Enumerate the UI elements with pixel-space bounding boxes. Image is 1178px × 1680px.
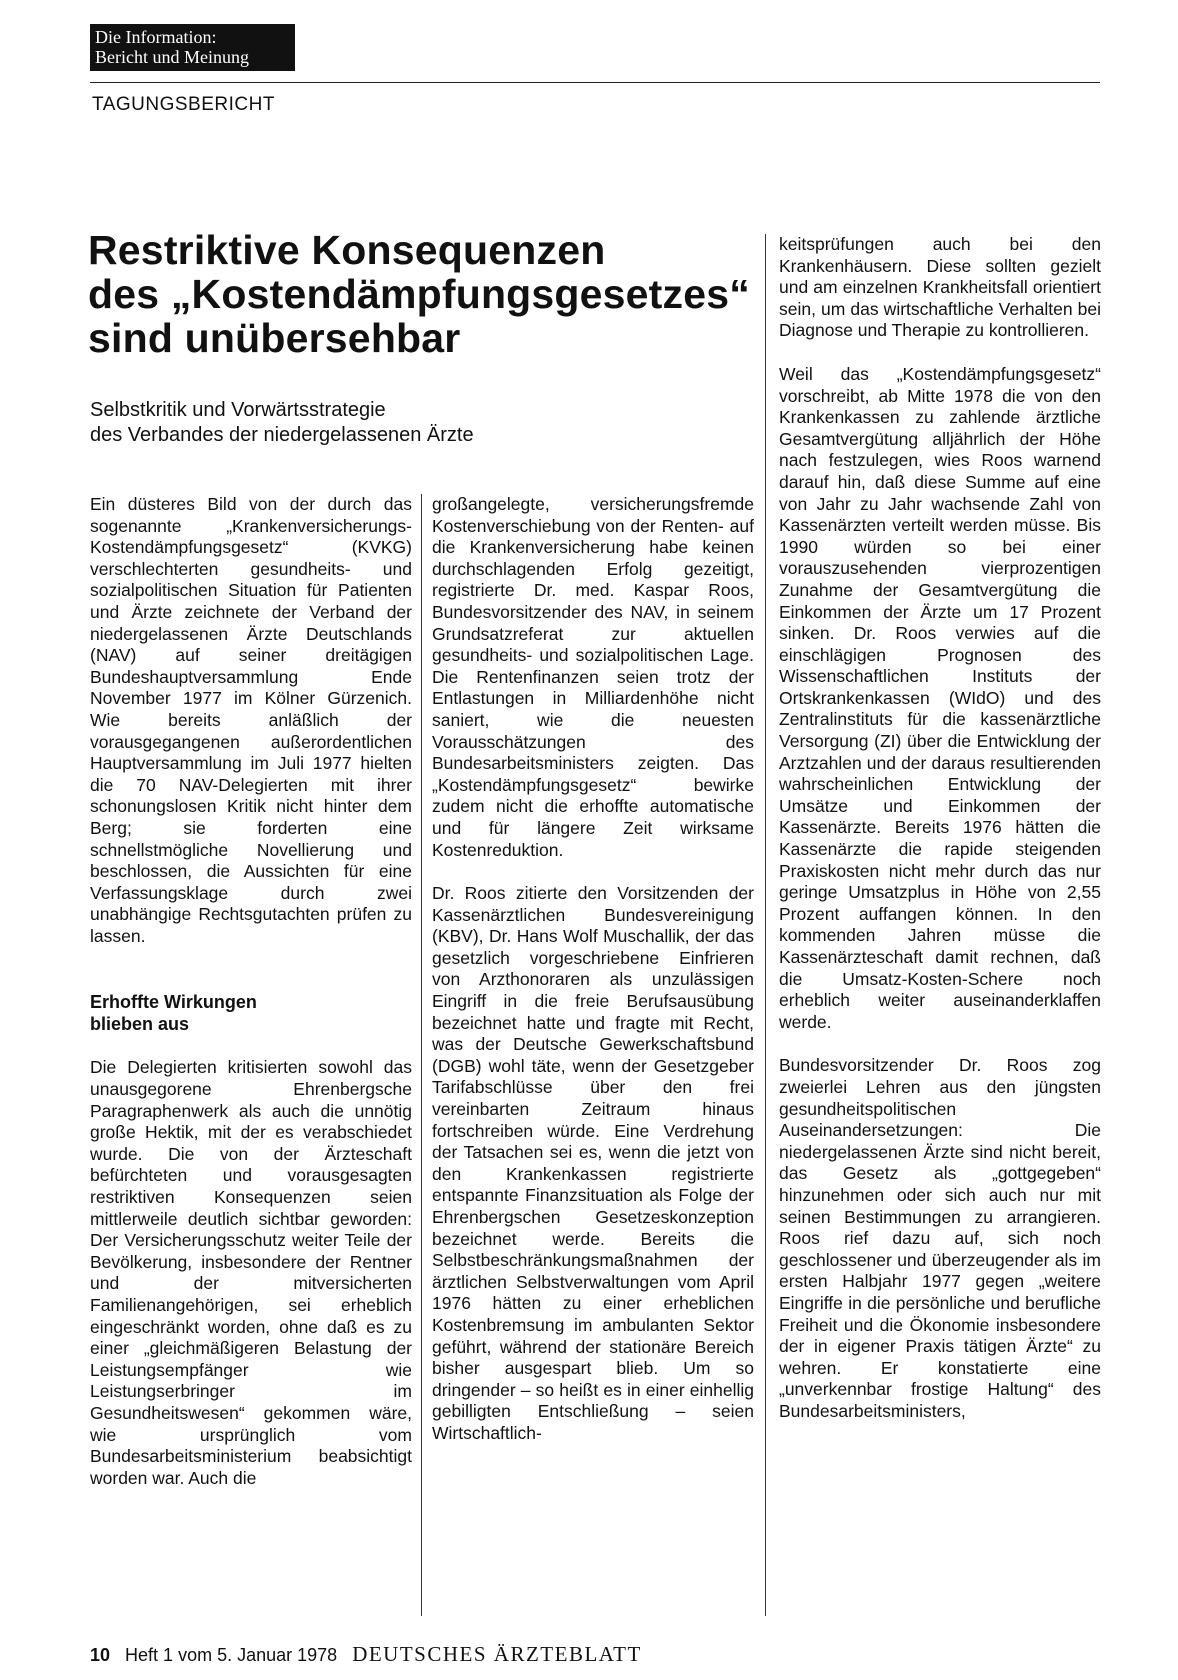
rubric-line-2: Bericht und Meinung — [95, 47, 249, 67]
column-divider-1 — [421, 494, 422, 1616]
rubric-box — [90, 24, 295, 71]
text-column-1 — [90, 494, 412, 1489]
subtitle-line-1: Selbstkritik und Vorwärtsstrategie — [90, 399, 386, 421]
article-subtitle — [90, 398, 610, 448]
page-number: 10 — [90, 1645, 111, 1665]
subtitle-line-2: des Verbandes der niedergelassenen Ärzte — [90, 424, 474, 446]
text-column-2 — [432, 494, 754, 1445]
column2-paragraph-2: Dr. Roos zitierte den Vorsitzenden der Kassenärztlichen Bundesvereinigung (KBV), Dr. Hans Wolf Muschallik, der das gesetzlich vorgeschriebene Einfrieren von Arzthonoraren als unzulässigen Eingriff in die freie Berufsausübung bezeichnet hatte und fragte mit Recht, was der Deutsche Gewerkschaftsbund (DGB) wohl täte, wenn der Gesetzgeber Tarifabschlüsse über den frei vereinbarten Zeitraum hinaus fortschreiben würde. Eine Verdrehung der Tatsachen sei es, wenn die jetzt von den Krankenkassen registrierte entspannte Finanzsituation als Folge der Ehrenbergschen Gesetzeskonzeption bezeichnet werde. Bereits die Selbstbeschränkungsmaßnahmen der ärztlichen Selbstverwaltungen vom April 1976 hätten zu einer erheblichen Kostenbremsung im ambulanten Sektor geführt, während der stationäre Bereich bisher ausgespart blieb. Um so dringender – so heißt es in einer einhellig gebilligten Entschließung – seien Wirtschaftlich- — [432, 883, 754, 1443]
column3-paragraph-3: Bundesvorsitzender Dr. Roos zog zweierlei Lehren aus den jüngsten gesundheitspolitischen Auseinandersetzungen: Die niedergelassenen Ärzte sind nicht bereit, das Gesetz als „gottgegeben“ hinzunehmen oder sich auch nur mit seinen Bestimmungen zu arrangieren. Roos rief dazu auf, sich noch geschlossener und überzeugender als im ersten Halbjahr 1977 gegen „weitere Eingriffe in die persönliche und berufliche Freiheit und die Ökonomie insbesondere der in eigener Praxis tätigen Ärzte“ zu wehren. Er konstatierte eine „unverkennbar frostige Haltung“ des Bundesarbeitsministers, — [779, 1055, 1101, 1421]
masthead: DEUTSCHES ÄRZTEBLATT — [352, 1642, 642, 1666]
column2-paragraph-1: großangelegte, versicherungsfremde Kostenverschiebung von der Renten- auf die Krankenversicherung habe keinen durchschlagenden Erfolg gezeitigt, registrierte Dr. med. Kaspar Roos, Bundesvorsitzender des NAV, in seinem Grundsatzreferat zur aktuellen gesundheits- und sozialpolitischen Lage. Die Rentenfinanzen seien trotz der Entlastungen in Milliardenhöhe nicht saniert, wie die neuesten Vorausschätzungen des Bundesarbeitsministers zeigten. Das „Kostendämpfungsgesetz“ bewirke zudem nicht die erhoffte automatische und für längere Zeit wirksame Kostenreduktion. — [432, 494, 754, 860]
subheading-line-2: blieben aus — [90, 1014, 190, 1035]
top-rule — [90, 82, 1100, 83]
column3-paragraph-1: keitsprüfungen auch bei den Krankenhäusern. Diese sollten gezielt und am einzelnen Krankheitsfall orientiert sein, um das wirtschaftliche Verhalten bei Diagnose und Therapie zu kontrollieren. — [779, 234, 1101, 341]
column1-paragraph-2: Die Delegierten kritisierten sowohl das unausgegorene Ehrenbergsche Paragraphenwerk als auch die unnötig große Hektik, mit der es verabschiedet wurde. Die von der Ärzteschaft befürchteten und vorausgesagten restriktiven Konsequenzen seien mittlerweile deutlich sichtbar geworden: Der Versicherungsschutz weiter Teile der Bevölkerung, insbesondere der Rentner und der mitversicherten Familienangehörigen, sei erheblich eingeschränkt worden, ohne daß es zu einer „gleichmäßigeren Belastung der Leistungsempfänger wie Leistungserbringer im Gesundheitswesen“ gekommen wäre, wie ursprünglich vom Bundesarbeitsministerium beabsichtigt worden war. Auch die — [90, 1057, 412, 1488]
headline-line-3: sind unübersehbar — [88, 315, 461, 361]
subheading-line-1: Erhoffte Wirkungen — [90, 992, 257, 1013]
headline-line-2: des „Kostendämpfungsgesetzes“ — [88, 271, 750, 317]
section-label: TAGUNGSBERICHT — [92, 94, 275, 115]
headline-line-1: Restriktive Konsequenzen — [88, 227, 606, 273]
column3-paragraph-2: Weil das „Kostendämpfungsgesetz“ vorschreibt, ab Mitte 1978 die von den Krankenkassen zu zahlende ärztliche Gesamtvergütung alljährlich der Höhe nach festzulegen, wies Roos warnend darauf hin, daß diese Summe auf eine von Jahr zu Jahr wachsende Zahl von Kassenärzten verteilt werden müsse. Bis 1990 würden so bei einer vorauszusehenden vierprozentigen Zunahme der Gesamtvergütung die Einkommen der Ärzte um 17 Prozent sinken. Dr. Roos verwies auf die einschlägigen Prognosen des Wissenschaftlichen Instituts der Ortskrankenkassen (WIdO) und des Zentralinstituts für die kassenärztliche Versorgung (ZI) über die Entwicklung der Arztzahlen und der daraus resultierenden wahrscheinlichen Entwicklung der Umsätze und Einkommen der Kassenärzte. Bereits 1976 hätten die Kassenärzte die rapide steigenden Praxiskosten nicht mehr durch das nur geringe Umsatzplus in Höhe von 2,55 Prozent auffangen können. In den kommenden Jahren müsse die Kassenärzteschaft damit rechnen, daß die Umsatz-Kosten-Schere noch erheblich weiter auseinanderklaffen werde. — [779, 363, 1101, 1032]
subheading — [90, 991, 412, 1035]
column1-paragraph-1: Ein düsteres Bild von der durch das sogenannte „Krankenversicherungs-Kostendämpfungsgesetz“ (KVKG) verschlechterten gesundheits- und sozialpolitischen Situation für Patienten und Ärzte zeichnete der Verband der niedergelassenen Ärzte Deutschlands (NAV) auf seiner dreitägigen Bundeshauptversammlung Ende November 1977 im Kölner Gürzenich. Wie bereits anläßlich der vorausgegangenen außerordentlichen Hauptversammlung im Juli 1977 hielten die 70 NAV-Delegierten mit ihrer schonungslosen Kritik nicht hinter dem Berg; sie forderten eine schnellstmögliche Novellierung und beschlossen, die Aussichten für eine Verfassungsklage durch zwei unabhängige Rechtsgutachten prüfen zu lassen. — [90, 494, 412, 946]
column-divider-2 — [765, 234, 766, 1616]
article-headline — [88, 228, 768, 360]
text-column-3 — [779, 234, 1101, 1422]
rubric-line-1: Die Information: — [95, 27, 217, 47]
issue-info: Heft 1 vom 5. Januar 1978 — [125, 1645, 338, 1665]
page-footer — [90, 1642, 642, 1667]
